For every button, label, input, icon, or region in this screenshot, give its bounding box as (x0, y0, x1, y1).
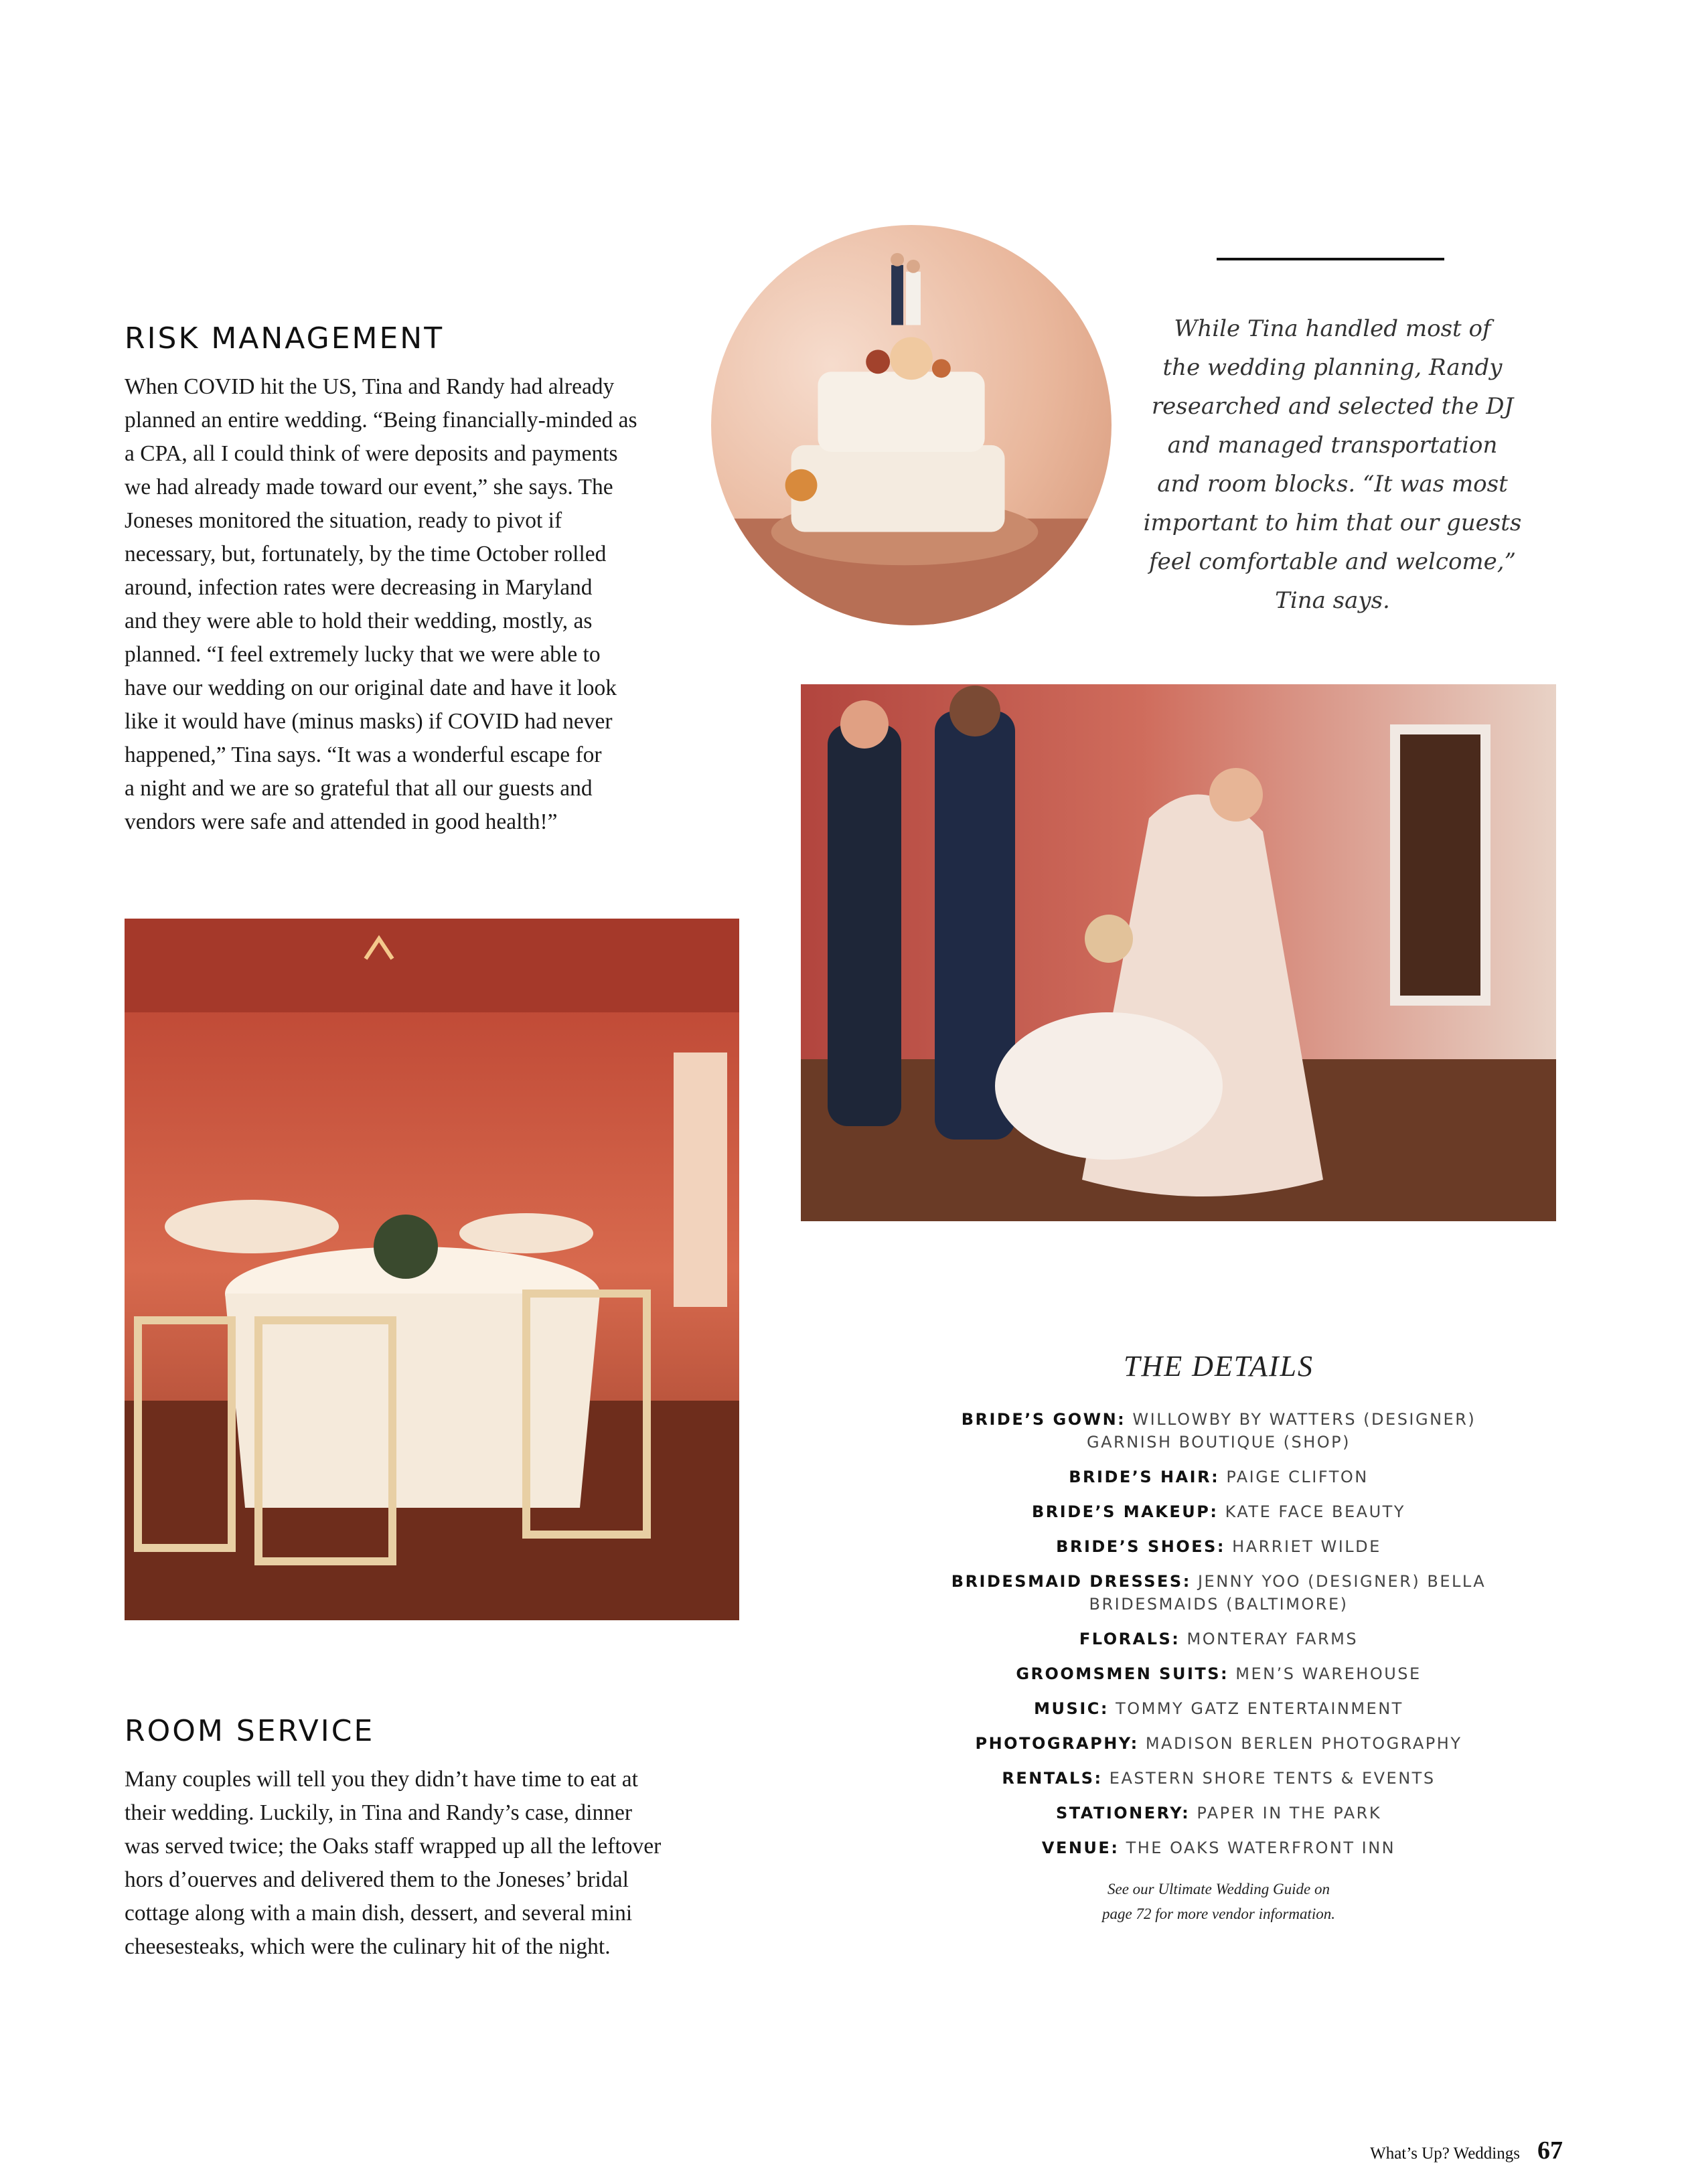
risk-line: planned. “I feel extremely lucky that we were able to (125, 642, 601, 667)
risk-line: happened,” Tina says. “It was a wonderful escape for (125, 743, 602, 767)
detail-item (931, 1570, 1507, 1616)
details-note-line: See our Ultimate Wedding Guide on (1107, 1881, 1330, 1897)
detail-label: MUSIC: (1034, 1699, 1109, 1718)
pull-quote (1132, 309, 1533, 620)
risk-line: around, infection rates were decreasing in Maryland (125, 575, 593, 600)
detail-item (931, 1535, 1507, 1558)
detail-item (931, 1408, 1507, 1454)
room-line: was served twice; the Oaks staff wrapped up all the leftover (125, 1834, 662, 1859)
room-line: Many couples will tell you they didn’t have time to eat at (125, 1767, 638, 1792)
detail-item (931, 1802, 1507, 1824)
detail-value: HARRIET WILDE (1232, 1537, 1381, 1556)
pull-quote-line: While Tina handled most of (1174, 315, 1491, 342)
risk-line: and they were able to hold their wedding, mostly, as (125, 609, 593, 633)
detail-item (931, 1837, 1507, 1859)
detail-value: JENNY YOO (DESIGNER) BELLA (1197, 1572, 1486, 1591)
pull-quote-line: feel comfortable and welcome,” (1149, 548, 1516, 575)
detail-label: PHOTOGRAPHY: (975, 1734, 1139, 1753)
detail-label: BRIDESMAID DRESSES: (951, 1572, 1191, 1591)
risk-management-heading: RISK MANAGEMENT (125, 321, 445, 356)
dance-photo (801, 684, 1556, 1221)
detail-item (931, 1500, 1507, 1523)
pull-quote-line: and managed transportation (1167, 432, 1498, 459)
cake-photo (711, 225, 1112, 625)
detail-value: WILLOWBY BY WATTERS (DESIGNER) (1132, 1410, 1476, 1429)
detail-label: FLORALS: (1079, 1630, 1180, 1648)
detail-item (931, 1732, 1507, 1755)
detail-label: GROOMSMEN SUITS: (1016, 1664, 1229, 1683)
details-note-line: page 72 for more vendor information. (1102, 1905, 1335, 1922)
detail-item (931, 1466, 1507, 1488)
detail-item (931, 1767, 1507, 1790)
detail-value: TOMMY GATZ ENTERTAINMENT (1116, 1699, 1403, 1718)
risk-line: like it would have (minus masks) if COVID had never (125, 709, 613, 734)
detail-label: VENUE: (1041, 1839, 1120, 1857)
detail-label: BRIDE’S HAIR: (1069, 1468, 1220, 1486)
publication-name: What’s Up? Weddings (1370, 2144, 1520, 2163)
risk-line: a night and we are so grateful that all our guests and (125, 776, 593, 801)
detail-value: MONTERAY FARMS (1187, 1630, 1359, 1648)
detail-value: EASTERN SHORE TENTS & EVENTS (1109, 1769, 1436, 1788)
reception-photo (125, 919, 739, 1620)
detail-item (931, 1697, 1507, 1720)
detail-value: GARNISH BOUTIQUE (SHOP) (1087, 1433, 1351, 1452)
room-service-body (125, 1763, 727, 1964)
pull-quote-line: Tina says. (1275, 587, 1390, 614)
risk-line: a CPA, all I could think of were deposits and payments (125, 441, 618, 466)
detail-value: MADISON BERLEN PHOTOGRAPHY (1145, 1734, 1462, 1753)
detail-label: BRIDE’S SHOES: (1056, 1537, 1225, 1556)
page-footer (1370, 2136, 1563, 2165)
risk-line: necessary, but, fortunately, by the time October rolled (125, 542, 607, 566)
pull-quote-line: the wedding planning, Randy (1162, 354, 1503, 381)
detail-item (931, 1662, 1507, 1685)
pull-quote-line: important to him that our guests (1143, 510, 1522, 536)
page-number: 67 (1537, 2136, 1563, 2165)
detail-value: PAPER IN THE PARK (1197, 1804, 1382, 1822)
details-note (931, 1877, 1507, 1926)
pull-quote-line: researched and selected the DJ (1151, 393, 1514, 420)
detail-value: BRIDESMAIDS (BALTIMORE) (1089, 1595, 1349, 1614)
detail-label: BRIDE’S GOWN: (961, 1410, 1126, 1429)
details-panel (931, 1349, 1507, 1926)
pull-quote-line: and room blocks. “It was most (1157, 471, 1508, 497)
pull-quote-rule (1217, 258, 1444, 260)
room-line: cheesesteaks, which were the culinary hit of the night. (125, 1934, 611, 1959)
risk-line: we had already made toward our event,” she says. The (125, 475, 613, 499)
room-line: their wedding. Luckily, in Tina and Randy’s case, dinner (125, 1800, 632, 1825)
risk-line: planned an entire wedding. “Being financially-minded as (125, 408, 637, 433)
risk-line: have our wedding on our original date and have it look (125, 676, 617, 700)
risk-line: vendors were safe and attended in good health!” (125, 809, 558, 834)
room-line: hors d’ouerves and delivered them to the Joneses’ bridal (125, 1867, 629, 1892)
detail-value: THE OAKS WATERFRONT INN (1126, 1839, 1396, 1857)
detail-value: MEN’S WAREHOUSE (1235, 1664, 1422, 1683)
detail-value: PAIGE CLIFTON (1226, 1468, 1369, 1486)
details-title: THE DETAILS (1124, 1350, 1314, 1383)
risk-line: When COVID hit the US, Tina and Randy had already (125, 374, 615, 399)
detail-value: KATE FACE BEAUTY (1225, 1502, 1405, 1521)
risk-line: Joneses monitored the situation, ready to pivot if (125, 508, 562, 533)
detail-label: BRIDE’S MAKEUP: (1032, 1502, 1219, 1521)
room-line: cottage along with a main dish, dessert, and several mini (125, 1901, 633, 1926)
detail-label: STATIONERY: (1055, 1804, 1191, 1822)
risk-management-body (125, 370, 714, 839)
room-service-heading: ROOM SERVICE (125, 1714, 375, 1748)
detail-label: RENTALS: (1002, 1769, 1103, 1788)
detail-item (931, 1628, 1507, 1650)
